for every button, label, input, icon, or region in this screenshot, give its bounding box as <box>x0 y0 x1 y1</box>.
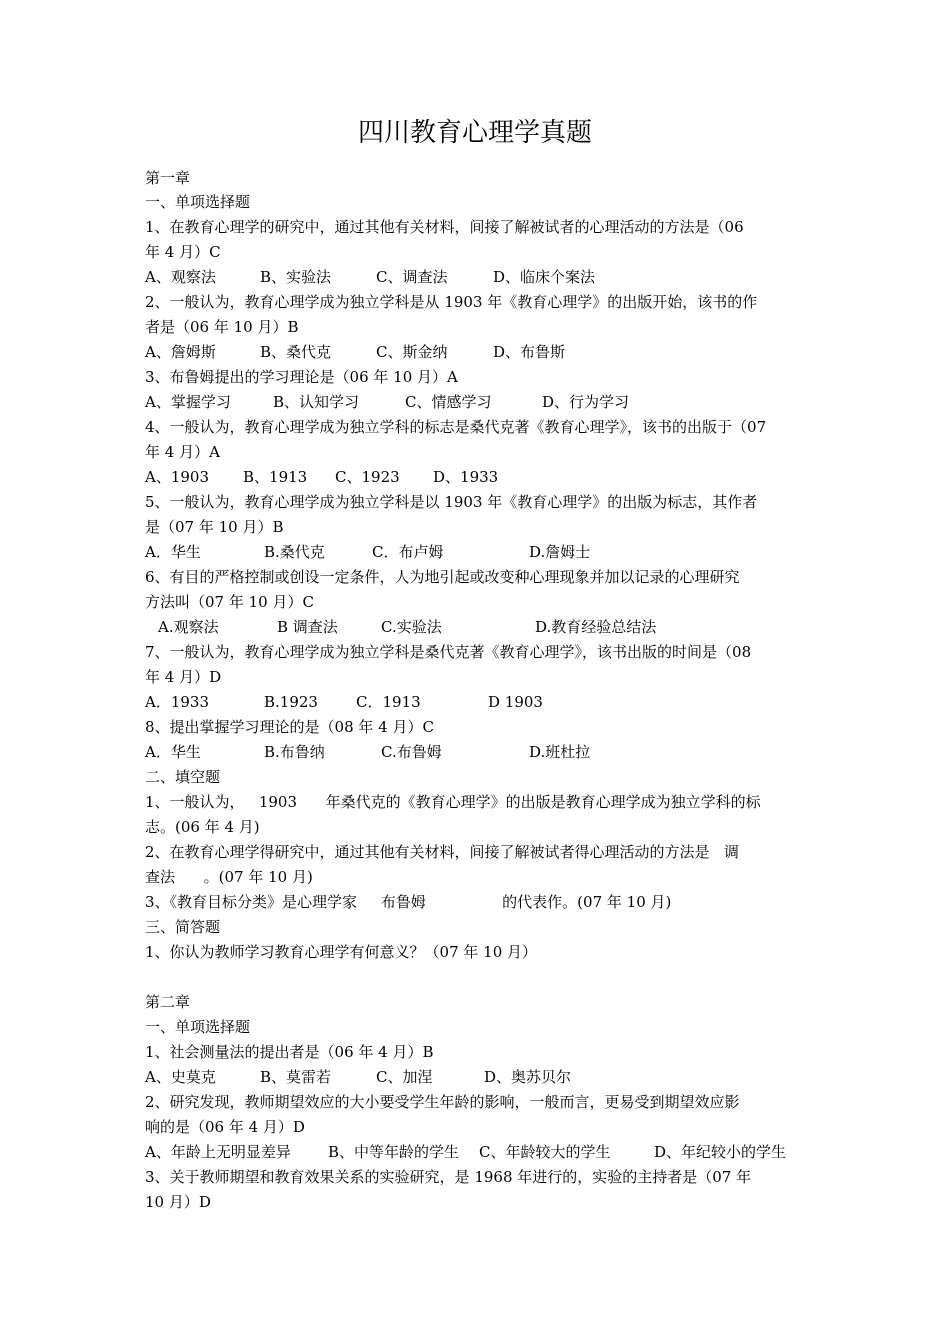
option: C、斯金纳 <box>376 343 448 361</box>
question-text: 是（07 年 10 月）B <box>145 518 284 536</box>
option: A．华生 <box>145 543 201 561</box>
option: C．1913 <box>356 693 421 711</box>
option: B、实验法 <box>260 268 332 286</box>
section-heading: 一、单项选择题 <box>145 1018 251 1036</box>
options-row <box>145 615 825 639</box>
option: B.布鲁纳 <box>264 743 325 761</box>
option: A、1903 <box>145 468 210 486</box>
chapter-1-heading: 第一章 <box>145 169 191 187</box>
fill-blank-text: 3、《教育目标分类》是心理学家 布鲁姆 的代表作。(07 年 10 月) <box>145 893 672 911</box>
question-text: 者是（06 年 10 月）B <box>145 318 299 336</box>
option: D、临床个案法 <box>493 268 596 286</box>
option: B.1923 <box>264 693 318 711</box>
option: B.桑代克 <box>264 543 325 561</box>
option: A、詹姆斯 <box>145 343 216 361</box>
option: A、掌握学习 <box>145 393 231 411</box>
option: D、1933 <box>433 468 499 486</box>
question-text: 2、一般认为，教育心理学成为独立学科是从 1903 年《教育心理学》的出版开始，该书的作 <box>145 293 758 311</box>
short-answer-text: 1、你认为教师学习教育心理学有何意义？（07 年 10 月） <box>145 943 538 961</box>
question-text: 10 月）D <box>145 1193 211 1211</box>
option: A、史莫克 <box>145 1068 216 1086</box>
option: D、行为学习 <box>542 393 630 411</box>
question-text: 年 4 月）D <box>145 668 222 686</box>
question-text: 3、布鲁姆提出的学习理论是（06 年 10 月）A <box>145 368 458 386</box>
option: D 1903 <box>488 693 543 711</box>
question-text: 8、提出掌握学习理论的是（08 年 4 月）C <box>145 718 434 736</box>
option: D、年纪较小的学生 <box>654 1143 787 1161</box>
option: D.班杜拉 <box>529 743 591 761</box>
options-row <box>145 690 825 714</box>
document-title: 四川教育心理学真题 <box>357 118 592 148</box>
options-row <box>145 740 825 764</box>
option: A.观察法 <box>158 618 219 636</box>
options-row <box>145 265 825 289</box>
question-text: 4、一般认为，教育心理学成为独立学科的标志是桑代克著《教育心理学》，该书的出版于（07 <box>145 418 767 436</box>
option: B、中等年龄的学生 <box>328 1143 460 1161</box>
option: C、年龄较大的学生 <box>479 1143 611 1161</box>
chapter-2-heading: 第二章 <box>145 993 191 1011</box>
section-heading: 一、单项选择题 <box>145 193 251 211</box>
option: A、观察法 <box>145 268 216 286</box>
question-text: 7、一般认为，教育心理学成为独立学科是桑代克著《教育心理学》，该书出版的时间是（08 <box>145 643 752 661</box>
question-text: 2、研究发现，教师期望效应的大小要受学生年龄的影响，一般而言，更易受到期望效应影 <box>145 1093 740 1111</box>
options-row <box>145 465 825 489</box>
option: A．华生 <box>145 743 201 761</box>
option: C.布鲁姆 <box>381 743 442 761</box>
question-text: 3、关于教师期望和教育效果关系的实验研究，是 1968 年进行的，实验的主持者是（07 年 <box>145 1168 752 1186</box>
option: C.实验法 <box>381 618 442 636</box>
fill-blank-text: 志。(06 年 4 月) <box>145 818 260 836</box>
fill-blank-text: 1、一般认为， 1903 年桑代克的《教育心理学》的出版是教育心理学成为独立学科的标 <box>145 793 761 811</box>
question-text: 1、社会测量法的提出者是（06 年 4 月）B <box>145 1043 434 1061</box>
option: B 调查法 <box>277 618 338 636</box>
option: C、加涅 <box>376 1068 433 1086</box>
options-row <box>145 1140 825 1164</box>
option: C、情感学习 <box>405 393 492 411</box>
option: D、奥苏贝尔 <box>484 1068 572 1086</box>
question-text: 年 4 月）C <box>145 243 221 261</box>
option: D.詹姆士 <box>529 543 591 561</box>
option: B、认知学习 <box>273 393 360 411</box>
option: C．布卢姆 <box>372 543 444 561</box>
question-text: 6、有目的严格控制或创设一定条件，人为地引起或改变种心理现象并加以记录的心理研究 <box>145 568 740 586</box>
fill-blank-text: 2、在教育心理学得研究中，通过其他有关材料，间接了解被试者得心理活动的方法是 调 <box>145 843 739 861</box>
option: D、布鲁斯 <box>493 343 566 361</box>
fill-blank-text: 查法 。(07 年 10 月) <box>145 868 313 886</box>
question-text: 方法叫（07 年 10 月）C <box>145 593 314 611</box>
options-row <box>145 1065 825 1089</box>
section-heading: 二、填空题 <box>145 768 221 786</box>
option: B、桑代克 <box>260 343 332 361</box>
option: B、莫雷若 <box>260 1068 332 1086</box>
option: A．1933 <box>145 693 210 711</box>
options-row <box>145 390 825 414</box>
option: C、调查法 <box>376 268 448 286</box>
options-row <box>145 340 825 364</box>
question-text: 1、在教育心理学的研究中，通过其他有关材料，间接了解被试者的心理活动的方法是（06 <box>145 218 744 236</box>
option: C、1923 <box>335 468 400 486</box>
option: A、年龄上无明显差异 <box>145 1143 291 1161</box>
options-row <box>145 540 825 564</box>
question-text: 年 4 月）A <box>145 443 220 461</box>
question-text: 5、一般认为，教育心理学成为独立学科是以 1903 年《教育心理学》的出版为标志，其作者 <box>145 493 758 511</box>
question-text: 响的是（06 年 4 月）D <box>145 1118 305 1136</box>
section-heading: 三、简答题 <box>145 918 221 936</box>
option: B、1913 <box>243 468 308 486</box>
option: D.教育经验总结法 <box>535 618 657 636</box>
